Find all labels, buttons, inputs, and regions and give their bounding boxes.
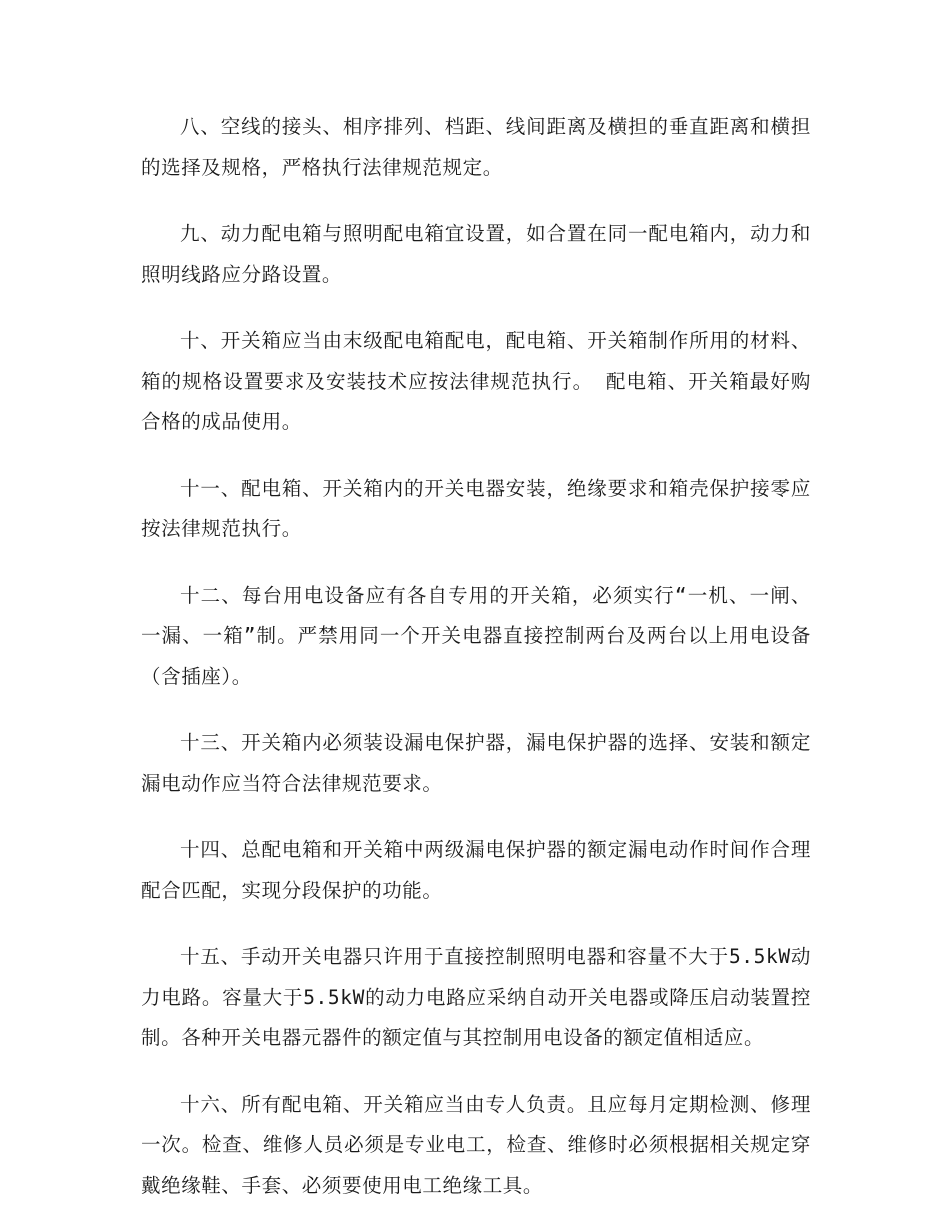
paragraph-13: 十三、开关箱内必须装设漏电保护器，漏电保护器的选择、安装和额定漏电动作应当符合法律规范要求。 — [141, 731, 811, 795]
document-body — [141, 107, 811, 1232]
paragraph-8: 八、空线的接头、相序排列、档距、线间距离及横担的垂直距离和横担的选择及规格，严格执行法律规范规定。 — [141, 115, 811, 179]
paragraph-11: 十一、配电箱、开关箱内的开关电器安装，绝缘要求和箱壳保护接零应按法律规范执行。 — [141, 476, 811, 540]
paragraph-10: 十、开关箱应当由末级配电箱配电，配电箱、开关箱制作所用的材料、箱的规格设置要求及安装技术应按法律规范执行。 配电箱、开关箱最好购合格的成品使用。 — [141, 329, 811, 433]
paragraph-9: 九、动力配电箱与照明配电箱宜设置，如合置在同一配电箱内，动力和照明线路应分路设置。 — [141, 222, 811, 286]
paragraph-12: 十二、每台用电设备应有各自专用的开关箱，必须实行“一机、一闸、一漏、一箱”制。严禁用同一个开关电器直接控制两台及两台以上用电设备（含插座）。 — [141, 583, 811, 688]
paragraph-14: 十四、总配电箱和开关箱中两级漏电保护器的额定漏电动作时间作合理配合匹配，实现分段保护的功能。 — [141, 838, 811, 902]
paragraph-15: 十五、手动开关电器只许用于直接控制照明电器和容量不大于5.5kW动力电路。容量大于5.5kW的动力电路应采纳自动开关电器或降压启动装置控制。各种开关电器元器件的额定值与其控制用电设备的额定值相适应。 — [141, 945, 811, 1049]
paragraph-16: 十六、所有配电箱、开关箱应当由专人负责。且应每月定期检测、修理一次。检查、维修人员必须是专业电工，检查、维修时必须根据相关规定穿戴绝缘鞋、手套、必须要使用电工绝缘工具。 — [141, 1092, 811, 1197]
